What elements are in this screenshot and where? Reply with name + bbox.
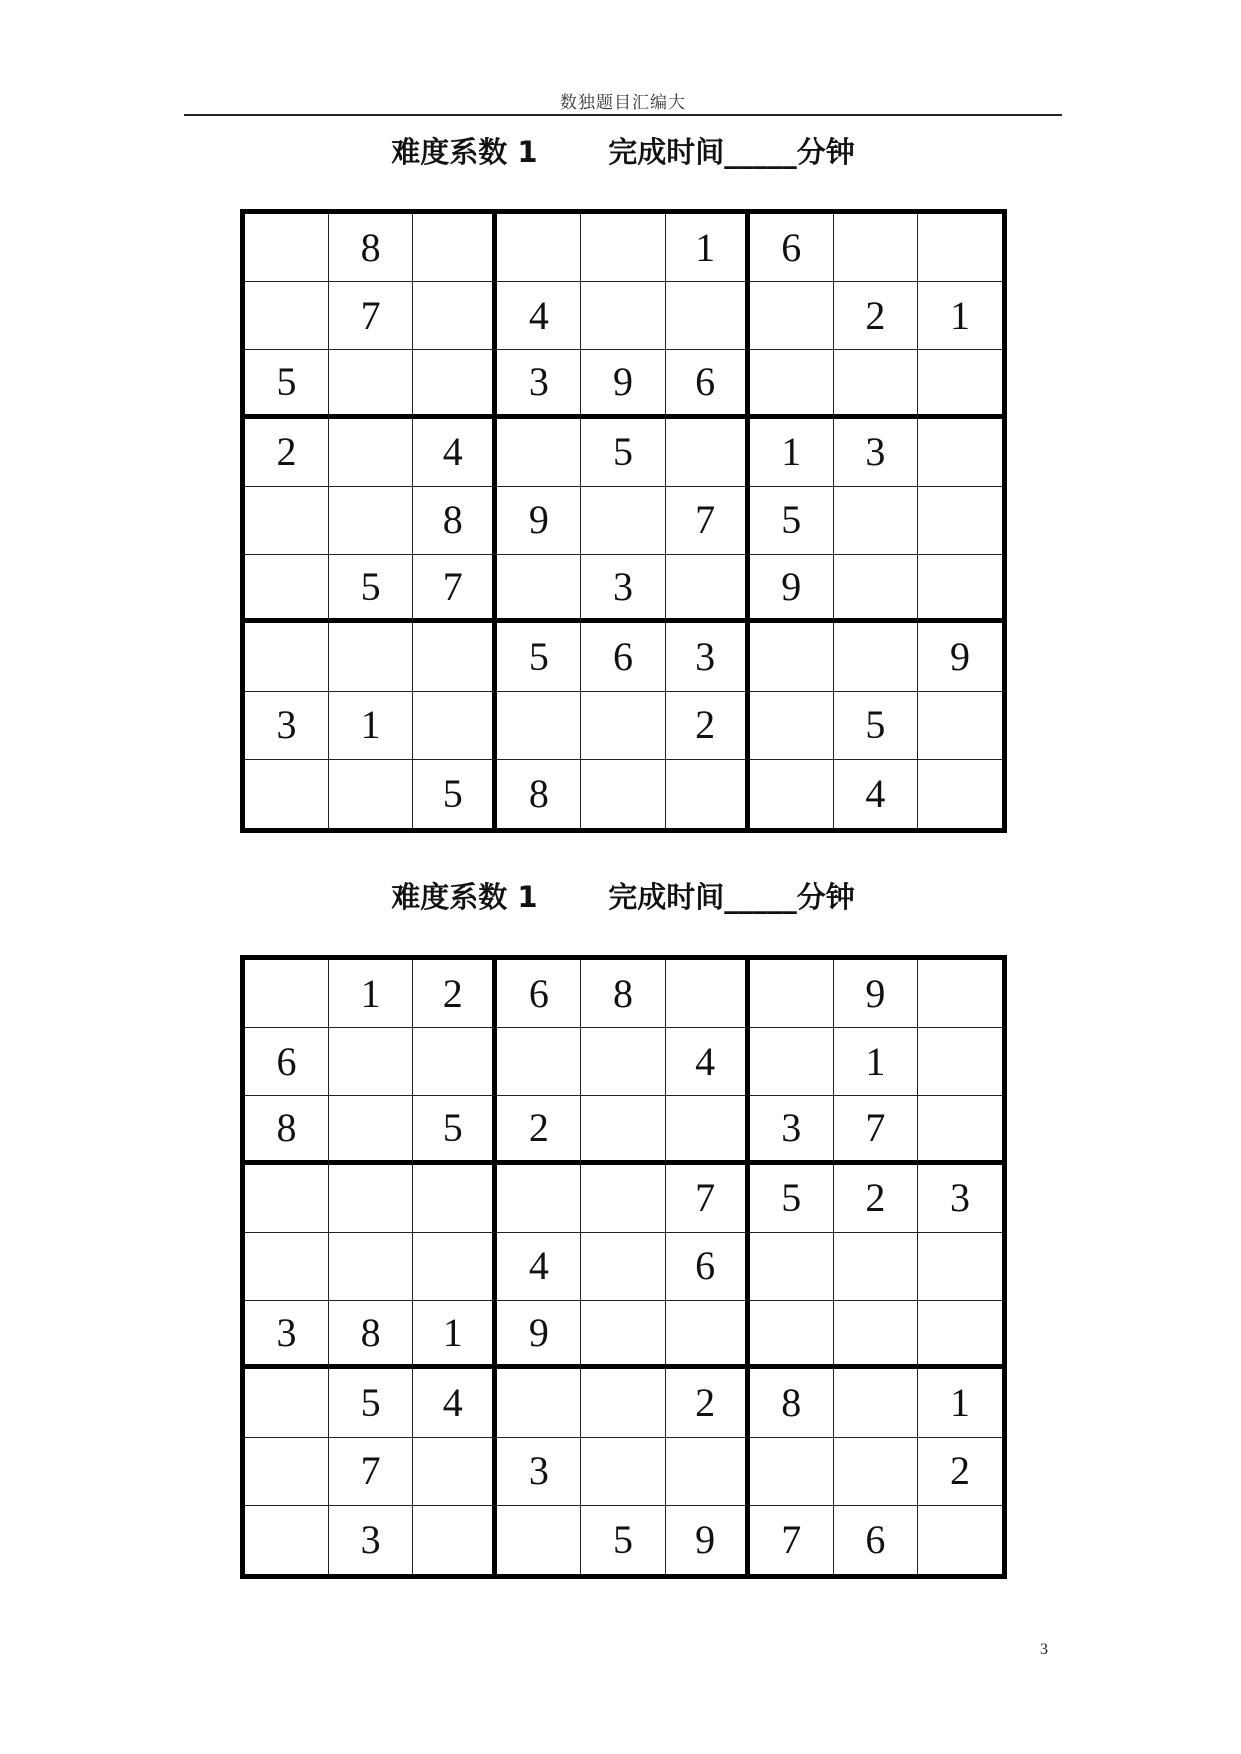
sudoku-cell: 8 [750, 1369, 834, 1437]
sudoku-cell [329, 623, 413, 691]
sudoku-cell [413, 214, 497, 282]
sudoku-cell: 6 [666, 350, 750, 418]
sudoku-cell [329, 419, 413, 487]
sudoku-cell: 5 [750, 1165, 834, 1233]
sudoku-cell [413, 350, 497, 418]
sudoku-cell [666, 282, 750, 350]
sudoku-cell [245, 1165, 329, 1233]
sudoku-cell [750, 623, 834, 691]
sudoku-cell: 1 [918, 1369, 1002, 1437]
sudoku-cell: 2 [666, 1369, 750, 1437]
sudoku-cell [750, 1028, 834, 1096]
sudoku-cell [918, 760, 1002, 828]
sudoku-cell [413, 1506, 497, 1574]
sudoku-cell: 5 [497, 623, 581, 691]
sudoku-cell [834, 623, 918, 691]
sudoku-cell: 4 [497, 282, 581, 350]
sudoku-cell [918, 960, 1002, 1028]
sudoku-cell: 6 [834, 1506, 918, 1574]
sudoku-cell: 7 [834, 1096, 918, 1164]
sudoku-cell [245, 960, 329, 1028]
sudoku-cell: 1 [666, 214, 750, 282]
sudoku-cell [245, 1438, 329, 1506]
sudoku-cell [750, 350, 834, 418]
sudoku-cell [413, 1165, 497, 1233]
sudoku-cell [666, 960, 750, 1028]
sudoku-cell [581, 1438, 665, 1506]
sudoku-cell: 1 [834, 1028, 918, 1096]
sudoku-cell [413, 1233, 497, 1301]
sudoku-cell [581, 1096, 665, 1164]
sudoku-cell: 1 [750, 419, 834, 487]
sudoku-cell [245, 760, 329, 828]
sudoku-cell: 4 [666, 1028, 750, 1096]
sudoku-cell: 3 [666, 623, 750, 691]
sudoku-cell [834, 555, 918, 623]
sudoku-cell [666, 760, 750, 828]
sudoku-cell: 7 [329, 282, 413, 350]
sudoku-cell: 3 [497, 1438, 581, 1506]
sudoku-cell: 7 [750, 1506, 834, 1574]
sudoku-cell: 6 [497, 960, 581, 1028]
sudoku-cell: 8 [413, 487, 497, 555]
sudoku-cell: 5 [750, 487, 834, 555]
sudoku-cell: 9 [581, 350, 665, 418]
sudoku-cell [329, 1096, 413, 1164]
sudoku-cell [581, 487, 665, 555]
sudoku-cell: 2 [497, 1096, 581, 1164]
sudoku-cell [581, 282, 665, 350]
sudoku-cell: 5 [329, 555, 413, 623]
sudoku-cell [413, 1028, 497, 1096]
sudoku-cell: 6 [581, 623, 665, 691]
sudoku-cell [245, 487, 329, 555]
sudoku-cell: 8 [329, 1301, 413, 1369]
sudoku-cell [245, 1506, 329, 1574]
sudoku-cell: 5 [329, 1369, 413, 1437]
sudoku-cell [750, 960, 834, 1028]
sudoku-cell [329, 760, 413, 828]
sudoku-cell [918, 1301, 1002, 1369]
sudoku-cell [413, 623, 497, 691]
sudoku-cell [918, 419, 1002, 487]
sudoku-cell: 7 [329, 1438, 413, 1506]
sudoku-cell: 5 [413, 1096, 497, 1164]
sudoku-cell [834, 1438, 918, 1506]
sudoku-cell: 2 [245, 419, 329, 487]
sudoku-cell: 3 [329, 1506, 413, 1574]
sudoku-cell [245, 555, 329, 623]
sudoku-cell: 3 [245, 692, 329, 760]
puzzle-title-2: 难度系数 1 完成时间_____分钟 [391, 880, 855, 914]
sudoku-cell [666, 1096, 750, 1164]
sudoku-grid-1 [240, 209, 1007, 833]
sudoku-cell [581, 1165, 665, 1233]
sudoku-cell [497, 555, 581, 623]
sudoku-cell [918, 350, 1002, 418]
sudoku-cell [329, 350, 413, 418]
sudoku-cell [329, 487, 413, 555]
sudoku-cell [413, 282, 497, 350]
sudoku-cell: 5 [245, 350, 329, 418]
sudoku-cell: 3 [497, 350, 581, 418]
sudoku-cell [581, 214, 665, 282]
page-number: 3 [1040, 1641, 1048, 1658]
sudoku-cell: 3 [581, 555, 665, 623]
sudoku-cell [245, 282, 329, 350]
sudoku-cell [918, 1096, 1002, 1164]
sudoku-cell: 8 [245, 1096, 329, 1164]
sudoku-cell [581, 1369, 665, 1437]
sudoku-cell [497, 1165, 581, 1233]
sudoku-cell: 6 [666, 1233, 750, 1301]
sudoku-cell [750, 282, 834, 350]
sudoku-cell: 9 [666, 1506, 750, 1574]
sudoku-cell [329, 1165, 413, 1233]
sudoku-cell [750, 692, 834, 760]
sudoku-cell: 7 [666, 487, 750, 555]
sudoku-cell [329, 1028, 413, 1096]
sudoku-cell: 9 [497, 1301, 581, 1369]
sudoku-cell: 4 [834, 760, 918, 828]
sudoku-cell [581, 760, 665, 828]
sudoku-cell: 1 [918, 282, 1002, 350]
sudoku-cell [497, 419, 581, 487]
sudoku-cell: 3 [750, 1096, 834, 1164]
sudoku-cell: 2 [666, 692, 750, 760]
sudoku-cell [666, 1301, 750, 1369]
sudoku-cell: 6 [750, 214, 834, 282]
sudoku-cell: 2 [918, 1438, 1002, 1506]
header-divider [184, 114, 1062, 116]
sudoku-cell: 1 [413, 1301, 497, 1369]
sudoku-cell [834, 1233, 918, 1301]
sudoku-cell [834, 487, 918, 555]
sudoku-cell: 9 [918, 623, 1002, 691]
sudoku-cell: 9 [834, 960, 918, 1028]
sudoku-cell [581, 1028, 665, 1096]
sudoku-cell [581, 1301, 665, 1369]
sudoku-cell [918, 692, 1002, 760]
sudoku-cell: 8 [329, 214, 413, 282]
sudoku-cell: 6 [245, 1028, 329, 1096]
sudoku-cell: 3 [918, 1165, 1002, 1233]
sudoku-cell [245, 1233, 329, 1301]
sudoku-cell: 9 [750, 555, 834, 623]
sudoku-cell [918, 1233, 1002, 1301]
sudoku-cell [834, 350, 918, 418]
sudoku-cell [918, 555, 1002, 623]
sudoku-cell: 3 [834, 419, 918, 487]
sudoku-cell [245, 214, 329, 282]
sudoku-cell: 4 [497, 1233, 581, 1301]
sudoku-cell: 2 [413, 960, 497, 1028]
sudoku-cell [918, 1028, 1002, 1096]
sudoku-cell: 1 [329, 692, 413, 760]
sudoku-cell [329, 1233, 413, 1301]
sudoku-cell [918, 1506, 1002, 1574]
sudoku-cell [834, 1301, 918, 1369]
sudoku-cell [581, 1233, 665, 1301]
sudoku-cell [245, 1369, 329, 1437]
sudoku-cell: 4 [413, 419, 497, 487]
sudoku-cell: 2 [834, 1165, 918, 1233]
sudoku-cell [413, 1438, 497, 1506]
sudoku-cell [666, 1438, 750, 1506]
sudoku-cell: 5 [581, 1506, 665, 1574]
sudoku-cell [497, 1369, 581, 1437]
sudoku-cell [413, 692, 497, 760]
sudoku-cell [750, 1233, 834, 1301]
sudoku-cell: 8 [581, 960, 665, 1028]
sudoku-cell [581, 692, 665, 760]
sudoku-cell [245, 623, 329, 691]
puzzle-title-1: 难度系数 1 完成时间_____分钟 [391, 135, 855, 169]
sudoku-cell [497, 1506, 581, 1574]
sudoku-cell: 5 [581, 419, 665, 487]
sudoku-cell: 4 [413, 1369, 497, 1437]
sudoku-cell [750, 1438, 834, 1506]
sudoku-cell [666, 555, 750, 623]
sudoku-cell: 8 [497, 760, 581, 828]
sudoku-cell: 5 [413, 760, 497, 828]
sudoku-cell: 5 [834, 692, 918, 760]
sudoku-cell: 1 [329, 960, 413, 1028]
sudoku-grid-2 [240, 955, 1007, 1579]
sudoku-cell: 9 [497, 487, 581, 555]
sudoku-cell [918, 214, 1002, 282]
sudoku-cell [750, 1301, 834, 1369]
sudoku-cell: 3 [245, 1301, 329, 1369]
sudoku-cell [918, 487, 1002, 555]
sudoku-cell [834, 214, 918, 282]
sudoku-cell: 2 [834, 282, 918, 350]
sudoku-cell [497, 214, 581, 282]
sudoku-cell: 7 [413, 555, 497, 623]
sudoku-cell [834, 1369, 918, 1437]
sudoku-cell: 7 [666, 1165, 750, 1233]
sudoku-cell [497, 692, 581, 760]
sudoku-cell [666, 419, 750, 487]
running-header: 数独题目汇编大 [560, 93, 686, 113]
sudoku-cell [497, 1028, 581, 1096]
sudoku-cell [750, 760, 834, 828]
